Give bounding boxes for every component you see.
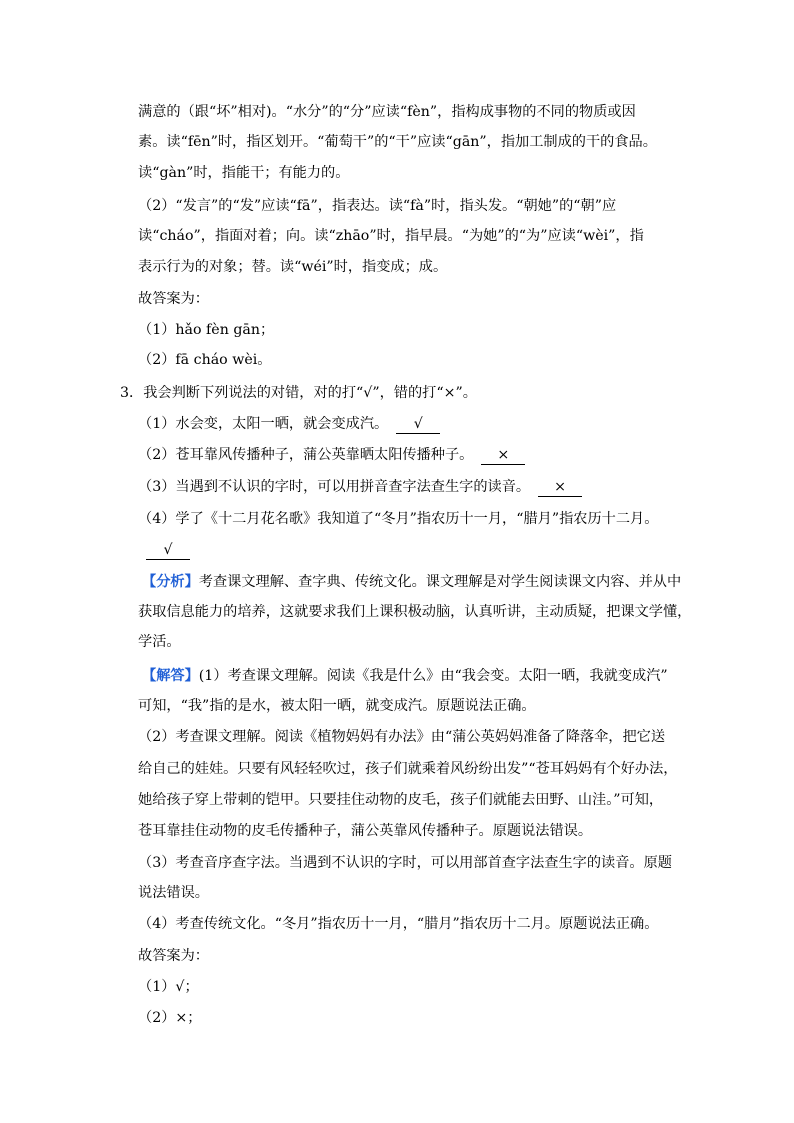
text-line: （2）fā cháo wèi。 (138, 352, 272, 368)
text-line: 满意的（跟“坏”相对)。“水分”的“分”应读“fèn”，指构成事物的不同的物质或因 (138, 104, 636, 120)
analysis-tag: 【分析】 (142, 574, 199, 590)
solution-line: （2）考查课文理解。阅读《植物妈妈有办法》由“蒲公英妈妈准备了降落伞，把它送 (138, 729, 666, 745)
solution-line: 故答案为： (138, 948, 209, 964)
item-text: （1）水会变，太阳一晒，就会变成汽。 (138, 416, 389, 432)
question-stem: 3．我会判断下列说法的对错，对的打“√”，错的打“×”。 (120, 385, 477, 401)
answer-blank: × (538, 478, 582, 497)
text-line: 素。读“fēn”时，指区划开。“葡萄干”的“干”应读“gān”，指加工制成的干的食品。 (138, 134, 657, 150)
solution-line: 给自己的娃娃。只要有风轻轻吹过，孩子们就乘着风纷纷出发”“苍耳妈妈有个好办法， (138, 761, 678, 777)
solution-line: （4）考查传统文化。“冬月”指农历十一月，“腊月”指农历十二月。原题说法正确。 (138, 916, 659, 932)
text-line: （1）hǎo fèn gān； (138, 322, 275, 338)
analysis-line: 获取信息能力的培养，这就要求我们上课积极动脑，认真听讲，主动质疑，把课文学懂， (138, 604, 692, 620)
solution-line: 可知，“我”指的是水，被太阳一晒，就变成汽。原题说法正确。 (138, 698, 536, 714)
text-line: 表示行为的对象；替。读“wéi”时，指变成；成。 (138, 259, 448, 275)
solution-line: 苍耳靠挂住动物的皮毛传播种子，蒲公英靠风传播种子。原题说法错误。 (138, 823, 593, 839)
question-item-answer (146, 540, 190, 560)
text-line: 故答案为： (138, 291, 209, 307)
question-item (138, 445, 525, 465)
analysis-line (142, 572, 681, 592)
answer-blank: √ (396, 415, 440, 434)
question-item (138, 477, 582, 497)
solution-line: 说法错误。 (138, 885, 209, 901)
text-line: （2）“发言”的“发”应读“fā”，指表达。读“fà”时，指头发。“朝她”的“朝”应 (138, 198, 617, 214)
item-text: （4）学了《十二月花名歌》我知道了“冬月”指农历十一月，“腊月”指农历十二月。 (138, 511, 659, 527)
analysis-line: 学活。 (138, 634, 181, 650)
solution-line: 她给孩子穿上带刺的铠甲。只要挂住动物的皮毛，孩子们就能去田野、山洼。”可知， (138, 792, 664, 808)
solution-line: （3）考查音序查字法。当遇到不认识的字时，可以用部首查字法查生字的读音。原题 (138, 855, 672, 871)
answer-blank: × (481, 446, 525, 465)
question-item (138, 509, 658, 529)
text-line: 读“gàn”时，指能干；有能力的。 (138, 165, 350, 181)
text-line: 读“cháo”，指面对着；向。读“zhāo”时，指早晨。“为她”的“为”应读“wèi”，指 (138, 228, 644, 244)
solution-line: （2）×； (138, 1010, 202, 1026)
solution-tag: 【解答】 (142, 668, 199, 684)
item-text: （2）苍耳靠风传播种子，蒲公英靠晒太阳传播种子。 (138, 447, 474, 463)
item-text: （3）当遇到不认识的字时，可以用拼音查字法查生字的读音。 (138, 479, 531, 495)
answer-blank: √ (146, 541, 190, 560)
question-item (138, 414, 440, 434)
solution-line (142, 666, 668, 686)
analysis-text: 考查课文理解、查字典、传统文化。课文理解是对学生阅读课文内容、并从中 (198, 574, 682, 590)
solution-text: (1）考查课文理解。阅读《我是什么》由“我会变。太阳一晒，我就变成汽” (198, 668, 668, 684)
solution-line: （1）√； (138, 979, 199, 995)
